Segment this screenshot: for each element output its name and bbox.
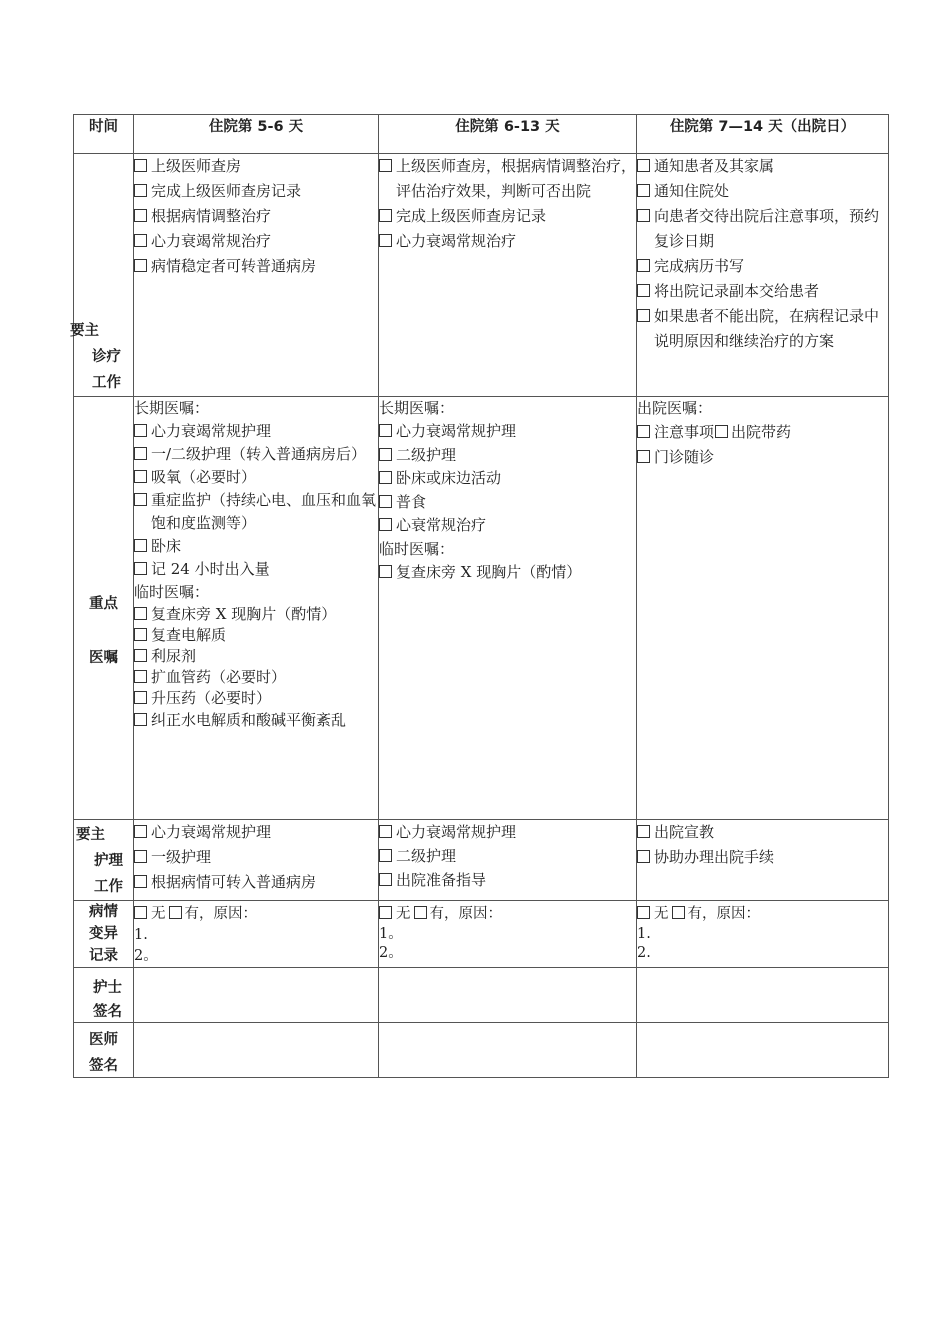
checkbox-icon[interactable] <box>134 670 147 683</box>
doctor-signature-label <box>74 1023 134 1078</box>
checklist-item[interactable]: 一级护理 <box>134 845 378 870</box>
nursing-col2 <box>379 820 637 901</box>
checklist-item[interactable]: 完成病历书写 <box>637 254 888 279</box>
nursing-label <box>74 820 134 901</box>
header-day-6-13: 住院第 6-13 天 <box>379 115 637 154</box>
checkbox-icon[interactable] <box>379 825 392 838</box>
nurse-signature-label <box>74 968 134 1023</box>
checklist-item[interactable]: 卧床或床边活动 <box>379 467 636 491</box>
checkbox-icon[interactable] <box>379 565 392 578</box>
checklist-item[interactable]: 病情稳定者可转普通病房 <box>134 254 378 279</box>
nurse-signature-label-line2: 签名 <box>93 1004 122 1020</box>
nursing-label-line3: 工作 <box>94 879 123 895</box>
checklist-item[interactable]: 如果患者不能出院，在病程记录中说明原因和继续治疗的方案 <box>637 304 888 354</box>
variation-label-line2: 变异 <box>89 926 118 942</box>
checkbox-icon[interactable] <box>134 159 147 172</box>
checklist-item[interactable]: 心力衰竭常规治疗 <box>134 229 378 254</box>
checklist-item[interactable]: 升压药（必要时） <box>134 688 378 709</box>
nurse-signature-row <box>74 968 889 1023</box>
orders-col2 <box>379 397 637 820</box>
checklist-item[interactable]: 完成上级医师查房记录 <box>379 204 636 229</box>
diagnosis-label <box>70 154 134 397</box>
doctor-signature-row <box>74 1023 889 1078</box>
checklist-item[interactable]: 出院准备指导 <box>379 868 636 892</box>
checkbox-icon[interactable] <box>134 649 147 662</box>
checklist-item[interactable]: 卧床 <box>134 535 378 558</box>
checkbox-icon[interactable] <box>134 906 147 919</box>
diagnosis-col2 <box>379 154 637 397</box>
nursing-label-line1: 要主 <box>76 827 105 843</box>
checkbox-icon[interactable] <box>379 518 392 531</box>
nurse-signature-field[interactable] <box>134 968 379 1023</box>
checkbox-icon[interactable] <box>134 209 147 222</box>
nursing-row <box>74 820 889 901</box>
checkbox-icon[interactable] <box>637 425 650 438</box>
checklist-item[interactable]: 纠正水电解质和酸碱平衡紊乱 <box>134 709 378 732</box>
variation-choice[interactable]: 无 有，原因： <box>134 903 378 925</box>
checkbox-icon[interactable] <box>134 424 147 437</box>
variation-choice[interactable]: 无 有，原因： <box>379 903 636 925</box>
header-time: 时间 <box>74 115 134 154</box>
checklist-item[interactable]: 通知患者及其家属 <box>637 154 888 179</box>
checkbox-icon[interactable] <box>379 849 392 862</box>
orders-col1 <box>134 397 379 820</box>
variation-line[interactable]: 2。 <box>134 948 158 964</box>
diagnosis-label-line2: 诊疗 <box>92 349 121 365</box>
checkbox-icon[interactable] <box>715 425 728 438</box>
temporary-orders-title: 临时医嘱： <box>379 539 455 558</box>
checklist-item[interactable]: 心力衰竭常规治疗 <box>379 229 636 254</box>
checkbox-icon[interactable] <box>672 906 685 919</box>
header-day-7-14: 住院第 7—14 天（出院日） <box>637 115 889 154</box>
checklist-item[interactable]: 一/二级护理（转入普通病房后） <box>134 443 378 466</box>
orders-label <box>74 397 134 820</box>
checkbox-icon[interactable] <box>134 234 147 247</box>
checklist-item[interactable]: 上级医师查房，根据病情调整治疗，评估治疗效果，判断可否出院 <box>379 154 636 204</box>
variation-line[interactable]: 2. <box>637 945 651 961</box>
checkbox-icon[interactable] <box>637 284 650 297</box>
checkbox-icon[interactable] <box>134 825 147 838</box>
nurse-signature-field[interactable] <box>637 968 889 1023</box>
doctor-signature-field[interactable] <box>379 1023 637 1078</box>
checkbox-icon[interactable] <box>414 906 427 919</box>
checklist-item[interactable]: 出院宣教 <box>637 820 888 845</box>
checklist-item[interactable]: 心力衰竭常规护理 <box>134 820 378 845</box>
checklist-item[interactable]: 二级护理 <box>379 444 636 468</box>
checkbox-icon[interactable] <box>637 259 650 272</box>
variation-col3 <box>637 901 889 968</box>
checklist-item[interactable]: 记 24 小时出入量 <box>134 558 378 581</box>
nursing-col1 <box>134 820 379 901</box>
checklist-item[interactable]: 上级医师查房 <box>134 154 378 179</box>
checklist-item[interactable]: 根据病情调整治疗 <box>134 204 378 229</box>
checkbox-icon[interactable] <box>134 607 147 620</box>
variation-label <box>74 901 134 968</box>
checklist-item[interactable]: 将出院记录副本交给患者 <box>637 279 888 304</box>
checkbox-icon[interactable] <box>379 873 392 886</box>
variation-col2 <box>379 901 637 968</box>
checkbox-icon[interactable] <box>379 424 392 437</box>
nursing-label-line2: 护理 <box>94 853 123 869</box>
checklist-item[interactable]: 扩血管药（必要时） <box>134 667 378 688</box>
header-day-5-6: 住院第 5-6 天 <box>134 115 379 154</box>
checkbox-icon[interactable] <box>379 495 392 508</box>
variation-label-line1: 病情 <box>89 904 118 920</box>
long-term-orders-title: 长期医嘱： <box>379 399 455 417</box>
variation-row <box>74 901 889 968</box>
variation-choice[interactable]: 无 有，原因： <box>637 903 888 925</box>
checkbox-icon[interactable] <box>379 471 392 484</box>
doctor-signature-field[interactable] <box>637 1023 889 1078</box>
checkbox-icon[interactable] <box>637 209 650 222</box>
checkbox-icon[interactable] <box>637 906 650 919</box>
variation-col1 <box>134 901 379 968</box>
diagnosis-row <box>74 154 889 397</box>
checklist-item[interactable]: 心力衰竭常规护理 <box>134 420 378 443</box>
orders-label-line2: 医嘱 <box>89 650 118 666</box>
checklist-item[interactable]: 利尿剂 <box>134 646 378 667</box>
checklist-item[interactable]: 完成上级医师查房记录 <box>134 179 378 204</box>
variation-line[interactable]: 2。 <box>379 945 403 961</box>
checkbox-icon[interactable] <box>379 234 392 247</box>
checklist-item[interactable]: 二级护理 <box>379 844 636 868</box>
checklist-item[interactable]: 注意事项 出院带药 <box>637 420 888 445</box>
checkbox-icon[interactable] <box>379 906 392 919</box>
checkbox-icon[interactable] <box>134 493 147 506</box>
diagnosis-label-line3: 工作 <box>92 375 121 391</box>
checkbox-icon[interactable] <box>169 906 182 919</box>
checkbox-icon[interactable] <box>637 850 650 863</box>
checklist-item[interactable]: 吸氧（必要时） <box>134 466 378 489</box>
long-term-orders-title: 长期医嘱： <box>134 399 210 417</box>
diagnosis-col3 <box>637 154 889 397</box>
discharge-orders-title: 出院医嘱： <box>637 399 713 417</box>
checklist-item[interactable]: 重症监护（持续心电、血压和血氧饱和度监测等） <box>134 489 378 535</box>
checkbox-icon[interactable] <box>134 713 147 726</box>
diagnosis-label-line1: 要主 <box>70 323 99 339</box>
checklist-item[interactable]: 向患者交待出院后注意事项，预约复诊日期 <box>637 204 888 254</box>
doctor-signature-label-line2: 签名 <box>89 1058 118 1074</box>
checkbox-icon[interactable] <box>379 448 392 461</box>
checkbox-icon[interactable] <box>134 875 147 888</box>
checkbox-icon[interactable] <box>134 447 147 460</box>
checkbox-icon[interactable] <box>134 470 147 483</box>
checkbox-icon[interactable] <box>637 450 650 463</box>
checkbox-icon[interactable] <box>637 184 650 197</box>
variation-line[interactable]: 1。 <box>379 926 403 942</box>
checkbox-icon[interactable] <box>379 209 392 222</box>
diagnosis-col1 <box>134 154 379 397</box>
variation-line[interactable]: 1. <box>637 926 651 942</box>
checklist-item[interactable]: 心力衰竭常规护理 <box>379 820 636 844</box>
checklist-item[interactable]: 普食 <box>379 491 636 515</box>
checkbox-icon[interactable] <box>637 309 650 322</box>
checkbox-icon[interactable] <box>134 539 147 552</box>
checkbox-icon[interactable] <box>134 184 147 197</box>
checkbox-icon[interactable] <box>379 159 392 172</box>
checkbox-icon[interactable] <box>134 259 147 272</box>
checklist-item[interactable]: 复查电解质 <box>134 625 378 646</box>
checklist-item[interactable]: 心衰常规治疗 <box>379 514 636 538</box>
orders-col3 <box>637 397 889 820</box>
orders-row <box>74 397 889 820</box>
clinical-pathway-table <box>70 114 889 1078</box>
header-row <box>74 115 889 154</box>
checkbox-icon[interactable] <box>134 850 147 863</box>
checklist-item[interactable]: 心力衰竭常规护理 <box>379 420 636 444</box>
orders-label-line1: 重点 <box>89 596 118 612</box>
checkbox-icon[interactable] <box>134 691 147 704</box>
nurse-signature-field[interactable] <box>379 968 637 1023</box>
checklist-item[interactable]: 门诊随诊 <box>637 445 888 470</box>
temporary-orders-title: 临时医嘱： <box>134 583 210 601</box>
checklist-item[interactable]: 根据病情可转入普通病房 <box>134 870 378 895</box>
variation-line[interactable]: 1. <box>134 927 148 943</box>
checklist-item[interactable]: 复查床旁 X 现胸片（酌情） <box>379 561 636 585</box>
checklist-item[interactable]: 协助办理出院手续 <box>637 845 888 870</box>
nursing-col3 <box>637 820 889 901</box>
checklist-item[interactable]: 复查床旁 X 现胸片（酌情） <box>134 604 378 625</box>
checkbox-icon[interactable] <box>134 628 147 641</box>
checkbox-icon[interactable] <box>134 562 147 575</box>
checkbox-icon[interactable] <box>637 159 650 172</box>
doctor-signature-field[interactable] <box>134 1023 379 1078</box>
variation-label-line3: 记录 <box>89 948 118 964</box>
doctor-signature-label-line1: 医师 <box>89 1032 118 1048</box>
checklist-item[interactable]: 通知住院处 <box>637 179 888 204</box>
nurse-signature-label-line1: 护士 <box>93 980 122 996</box>
checkbox-icon[interactable] <box>637 825 650 838</box>
